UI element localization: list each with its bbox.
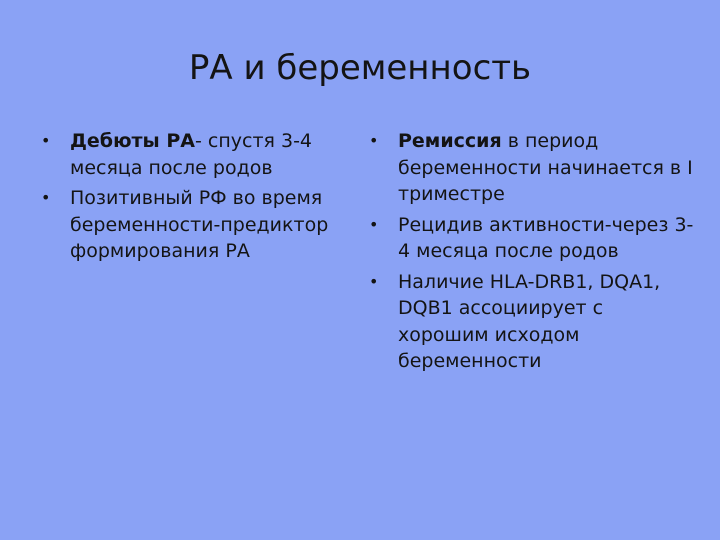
bullet-icon: • <box>369 271 379 291</box>
item-text: - спустя 3-4 месяца после родов <box>70 130 313 179</box>
item-bold-text: Дебюты РА <box>70 130 195 152</box>
bullet-icon: • <box>369 131 379 150</box>
list-item <box>36 128 336 181</box>
slide-title: РА и беременность <box>188 48 532 88</box>
item-bold-text: Ремиссия <box>398 130 502 152</box>
bullet-icon: • <box>369 214 379 234</box>
item-text: Рецидив активности-через 3-4 месяца после родов <box>398 213 694 262</box>
item-text: Позитивный РФ во время беременности-предиктор формирования РА <box>70 187 329 262</box>
item-text: Наличие HLA-DRB1, DQA1, DQB1 ассоциирует с хорошим исходом беременности <box>398 270 661 372</box>
list-item <box>36 185 336 265</box>
list-item <box>364 212 694 265</box>
list-item <box>364 128 694 208</box>
bullet-icon: • <box>41 131 51 150</box>
left-bullet-list <box>36 128 336 269</box>
right-bullet-list <box>364 128 694 379</box>
list-item <box>364 269 694 375</box>
item-text: в период беременности начинается в I триместре <box>398 130 693 205</box>
bullet-icon: • <box>41 188 51 207</box>
